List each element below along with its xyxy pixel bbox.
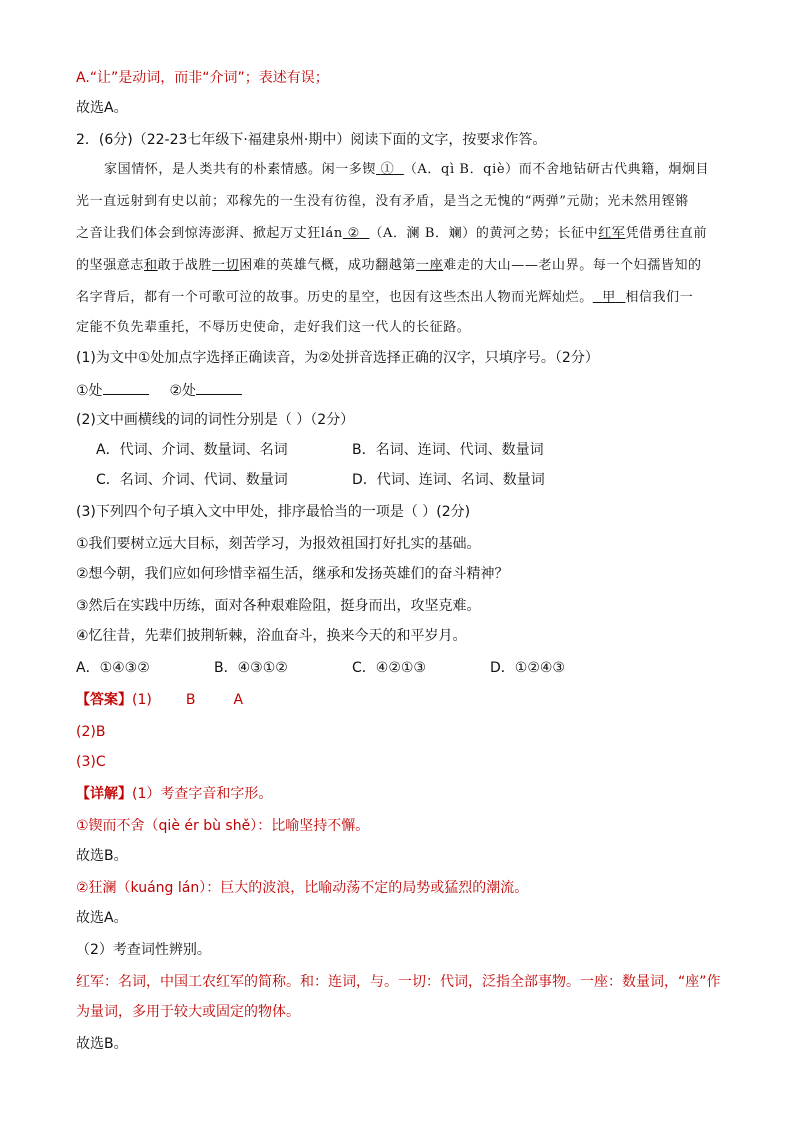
q3-option-d[interactable]: D．①②④③ <box>490 660 565 676</box>
q3-sentence-2: ②想今朝，我们应如何珍惜幸福生活，继承和发扬英雄们的奋斗精神？ <box>76 566 509 582</box>
answer-1-value-2: A <box>233 692 244 708</box>
explain-item-1-pick: 故选B。 <box>76 848 128 864</box>
subquestion-1: (1)为文中①处加点字选择正确读音，为②处拼音选择正确的汉字，只填序号。（2分） <box>76 350 599 366</box>
q2-option-d[interactable]: D．代词、连词、名词、数量词 <box>352 472 545 488</box>
explain-item-1: ①锲而不舍（qiè ér bù shě）：比喻坚持不懈。 <box>76 818 370 834</box>
underlined-word-hongjun: 红军 <box>598 226 626 241</box>
passage-line-5: 名字背后，都有一个可歌可泣的故事。历史的星空，也因有这些杰出人物而光辉灿烂。 甲 相信我们一 <box>76 290 694 305</box>
jia-marker: 甲 <box>602 290 616 305</box>
q3-sentence-4: ④忆往昔，先辈们披荆斩棘，浴血奋斗，换来今天的和平岁月。 <box>76 628 467 644</box>
subquestion-2: (2)文中画横线的词的词性分别是（ ）（2分） <box>76 412 355 428</box>
q3-sentence-1: ①我们要树立远大目标，刻苦学习，为报效祖国打好扎实的基础。 <box>76 536 481 552</box>
explain-section-2-line-1: 红军：名词，中国工农红军的简称。和：连词，与。一切：代词，泛指全部事物。一座：数量词，“座”作 <box>76 974 721 990</box>
q2-option-b[interactable]: B．名词、连词、代词、数量词 <box>352 442 544 458</box>
answer-3: (3)C <box>76 754 106 770</box>
passage-line-2: 光一直远射到有史以前；邓稼先的一生没有彷徨，没有矛盾，是当之无愧的“两弹”元勋；光未然用铿锵 <box>76 194 689 209</box>
answer-blank-1[interactable] <box>103 380 149 395</box>
answer-block <box>76 690 243 710</box>
q3-option-a[interactable]: A．①④③② <box>76 660 150 676</box>
explain-section-2: （2）考查词性辨别。 <box>76 942 211 958</box>
q3-sentence-3: ③然后在实践中历练，面对各种艰难险阻，挺身而出，攻坚克难。 <box>76 598 481 614</box>
answer-2: (2)B <box>76 724 106 740</box>
subquestion-1-blanks: ①处 ②处 <box>76 380 242 401</box>
blank-1-marker: ① <box>380 162 395 177</box>
underlined-word-yizuo: 一座 <box>416 258 444 273</box>
underlined-word-he: 和 <box>144 258 158 273</box>
passage-line-4: 的坚强意志和敢于战胜一切困难的英雄气概，成功翻越第一座难走的大山——老山界。每一个妇孺皆知的 <box>76 258 702 273</box>
prev-answer-note: A.“让”是动词，而非“介词”；表述有误； <box>76 70 329 86</box>
passage-line-1: 家国情怀，是人类共有的朴素情感。闲一多锲 ① （A．qì B．qiè）而不舍地钻研古代典籍，炯炯目 <box>104 162 710 177</box>
answer-1-value-1: B <box>185 692 196 708</box>
explain-item-2: ②狂澜（kuáng lán）：巨大的波浪，比喻动荡不定的局势或猛烈的潮流。 <box>76 880 529 896</box>
passage-line-3: 之音让我们体会到惊涛澎湃、掀起万丈狂lán ② （A．澜 B．斓）的黄河之势；长征中红军凭借勇往直前 <box>76 226 708 241</box>
explain-intro: (1）考查字音和字形。 <box>132 786 273 802</box>
passage-line-6: 定能不负先辈重托，不辱历史使命，走好我们这一代人的长征路。 <box>76 320 471 335</box>
answer-blank-2[interactable] <box>196 380 242 395</box>
q2-option-c[interactable]: C．名词、介词、代词、数量词 <box>96 472 288 488</box>
q2-option-a[interactable]: A．代词、介词、数量词、名词 <box>96 442 288 458</box>
explain-label: 【详解】 <box>76 786 132 802</box>
answer-1-prefix: (1) <box>132 692 152 708</box>
explain-section-2-pick: 故选B。 <box>76 1036 128 1052</box>
explain-section-2-line-2: 为量词，多用于较大或固定的物体。 <box>76 1004 300 1020</box>
underlined-word-yiqie: 一切 <box>212 258 240 273</box>
q3-option-c[interactable]: C．④②①③ <box>352 660 426 676</box>
explain-item-2-pick: 故选A。 <box>76 910 128 926</box>
prev-answer-pick: 故选A。 <box>76 100 128 116</box>
question-header: 2．(6分)（22-23七年级下·福建泉州·期中）阅读下面的文字，按要求作答。 <box>76 132 547 148</box>
answer-label: 【答案】 <box>76 692 132 708</box>
q3-option-b[interactable]: B．④③①② <box>214 660 288 676</box>
subquestion-3: (3)下列四个句子填入文中甲处，排序最恰当的一项是（ ）(2分) <box>76 504 471 520</box>
explain-header <box>76 784 272 804</box>
blank-2-marker: ② <box>347 226 360 241</box>
